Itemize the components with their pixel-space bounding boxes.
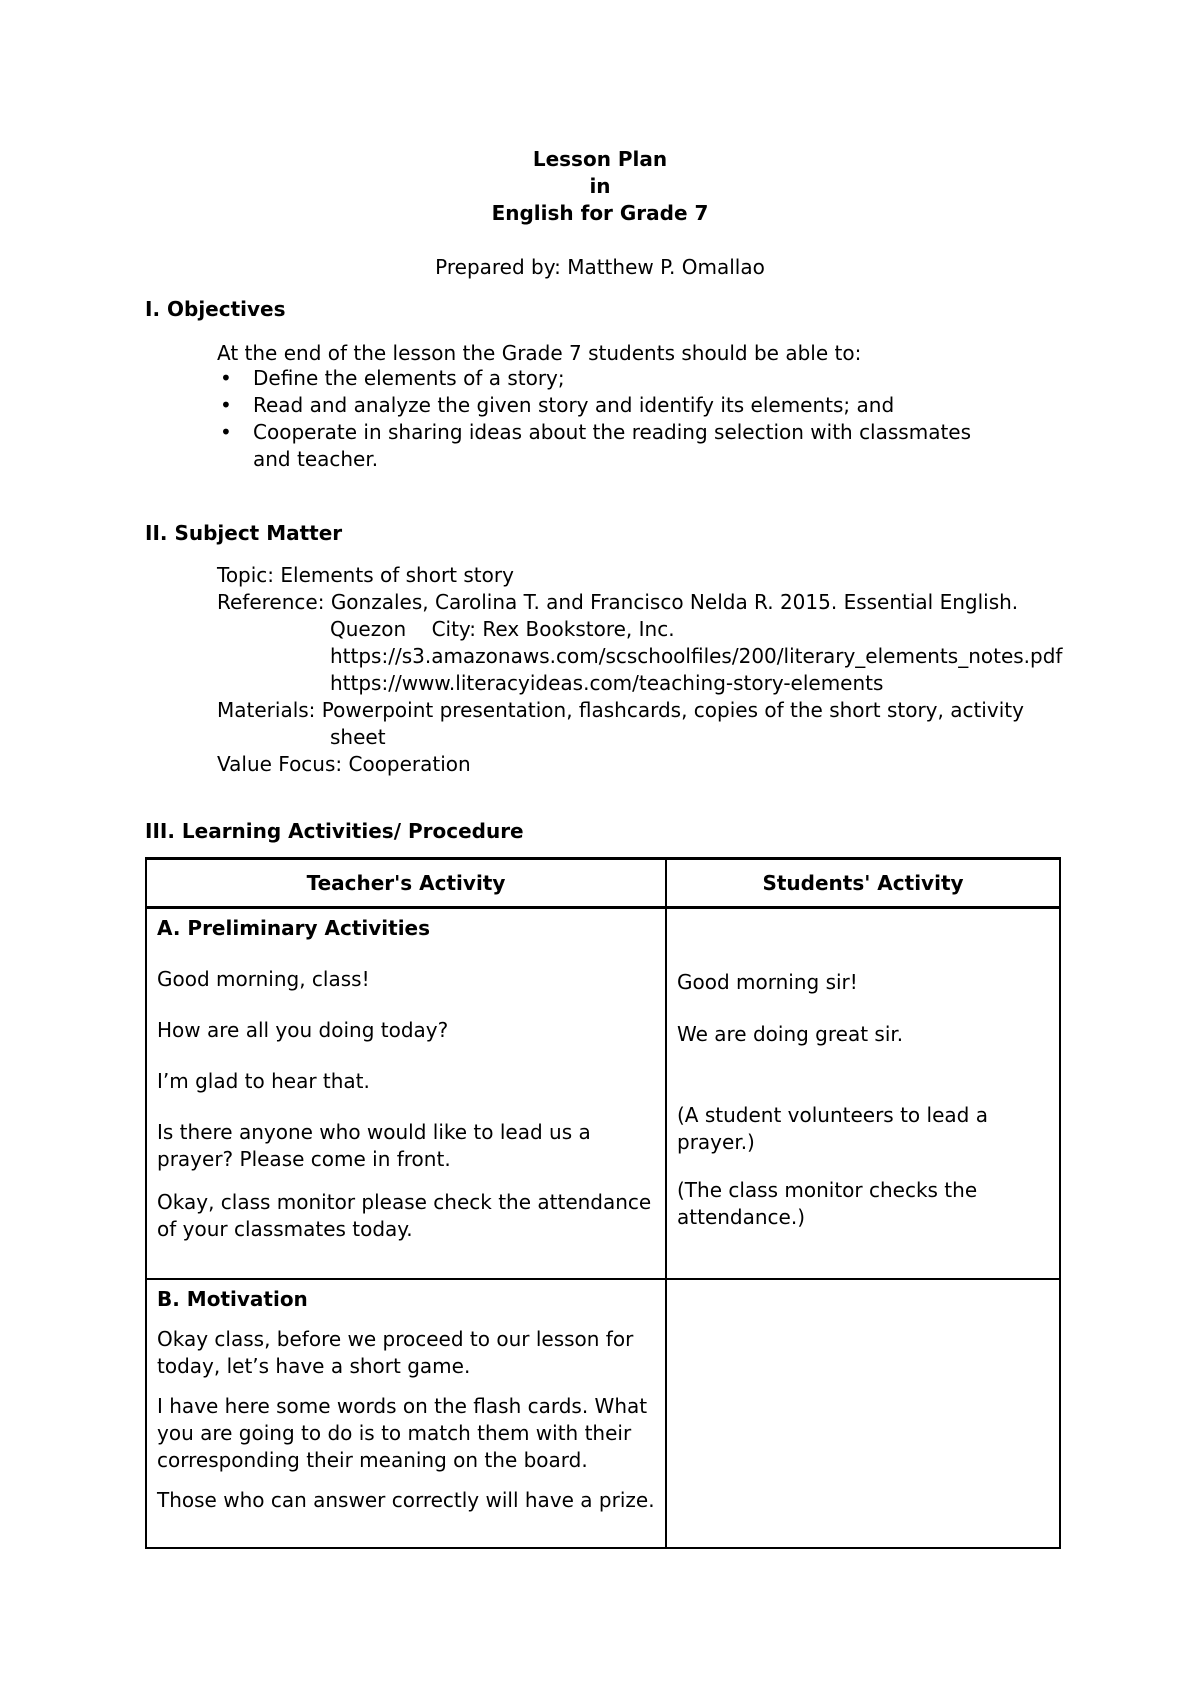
objectives-intro: At the end of the lesson the Grade 7 students should be able to:: [217, 341, 862, 365]
materials-text: Powerpoint presentation, flashcards, copies of the short story, activity: [321, 698, 1024, 722]
value-focus-line: Value Focus: Cooperation: [217, 752, 471, 776]
materials-continuation: sheet: [330, 725, 386, 749]
table-header-row: [146, 859, 1060, 908]
reference-text: Gonzales, Carolina T. and Francisco Nelda R. 2015. Essential English.: [330, 590, 1019, 614]
preliminary-title: A. Preliminary Activities: [157, 916, 431, 940]
student-line: (A student volunteers to lead a prayer.): [677, 1103, 988, 1154]
list-item: [217, 392, 1017, 419]
student-line: (The class monitor checks the attendance.): [677, 1178, 978, 1229]
document-title: [0, 146, 1200, 227]
bullet-icon: •: [220, 366, 232, 390]
teacher-line: Those who can answer correctly will have a prize.: [157, 1487, 655, 1512]
materials-line: [217, 697, 1062, 724]
objectives-heading: I. Objectives: [145, 297, 286, 321]
teacher-line: Is there anyone who would like to lead us a prayer? Please come in front.: [157, 1120, 591, 1171]
subject-matter-heading: II. Subject Matter: [145, 521, 343, 545]
subject-matter-block: [217, 562, 1062, 778]
table-row: [146, 1279, 1060, 1548]
students-activity-header: Students' Activity: [666, 859, 1060, 908]
objective-text: Cooperate in sharing ideas about the reading selection with classmates and teacher.: [253, 420, 972, 471]
student-line: We are doing great sir.: [677, 1022, 904, 1046]
objectives-list: [217, 365, 1017, 473]
motivation-students-cell: [666, 1279, 1060, 1548]
bullet-icon: •: [220, 420, 232, 444]
title-line-1: Lesson Plan: [532, 147, 668, 171]
reference-url-2: https://www.literacyideas.com/teaching-story-elements: [330, 671, 884, 695]
reference-line: [217, 589, 1062, 616]
preliminary-students-cell: [666, 908, 1060, 1279]
list-item: [217, 365, 1017, 392]
motivation-title: B. Motivation: [157, 1286, 308, 1311]
title-line-3: English for Grade 7: [491, 201, 709, 225]
teacher-line: I’m glad to hear that.: [157, 1069, 370, 1093]
motivation-teacher-cell: [146, 1279, 666, 1548]
table-row: [146, 908, 1060, 1279]
preliminary-teacher-cell: [146, 908, 666, 1279]
objective-text: Define the elements of a story;: [253, 366, 565, 390]
student-line: Good morning sir!: [677, 970, 858, 994]
teacher-line: Okay class, before we proceed to our lesson for today, let’s have a short game.: [157, 1326, 634, 1378]
reference-label: Reference:: [217, 590, 331, 614]
teacher-line: Good morning, class!: [157, 967, 370, 991]
reference-publisher: Quezon City: Rex Bookstore, Inc.: [330, 617, 675, 641]
learning-activities-heading: III. Learning Activities/ Procedure: [145, 819, 524, 843]
materials-label: Materials:: [217, 698, 322, 722]
objective-text: Read and analyze the given story and identify its elements; and: [253, 393, 895, 417]
activities-table: [145, 857, 1061, 1549]
teacher-activity-header: Teacher's Activity: [146, 859, 666, 908]
teacher-line: Okay, class monitor please check the attendance of your classmates today.: [157, 1190, 652, 1241]
teacher-line: How are all you doing today?: [157, 1018, 449, 1042]
topic-line: Topic: Elements of short story: [217, 563, 514, 587]
bullet-icon: •: [220, 393, 232, 417]
prepared-by: Prepared by: Matthew P. Omallao: [435, 255, 765, 279]
teacher-line: I have here some words on the flash cards. What you are going to do is to match them with their corresponding their meaning on the board.: [157, 1393, 648, 1472]
reference-url-1: https://s3.amazonaws.com/scschoolfiles/200/literary_elements_notes.pdf: [330, 644, 1063, 668]
list-item: [217, 419, 1013, 473]
title-line-2: in: [589, 174, 611, 198]
